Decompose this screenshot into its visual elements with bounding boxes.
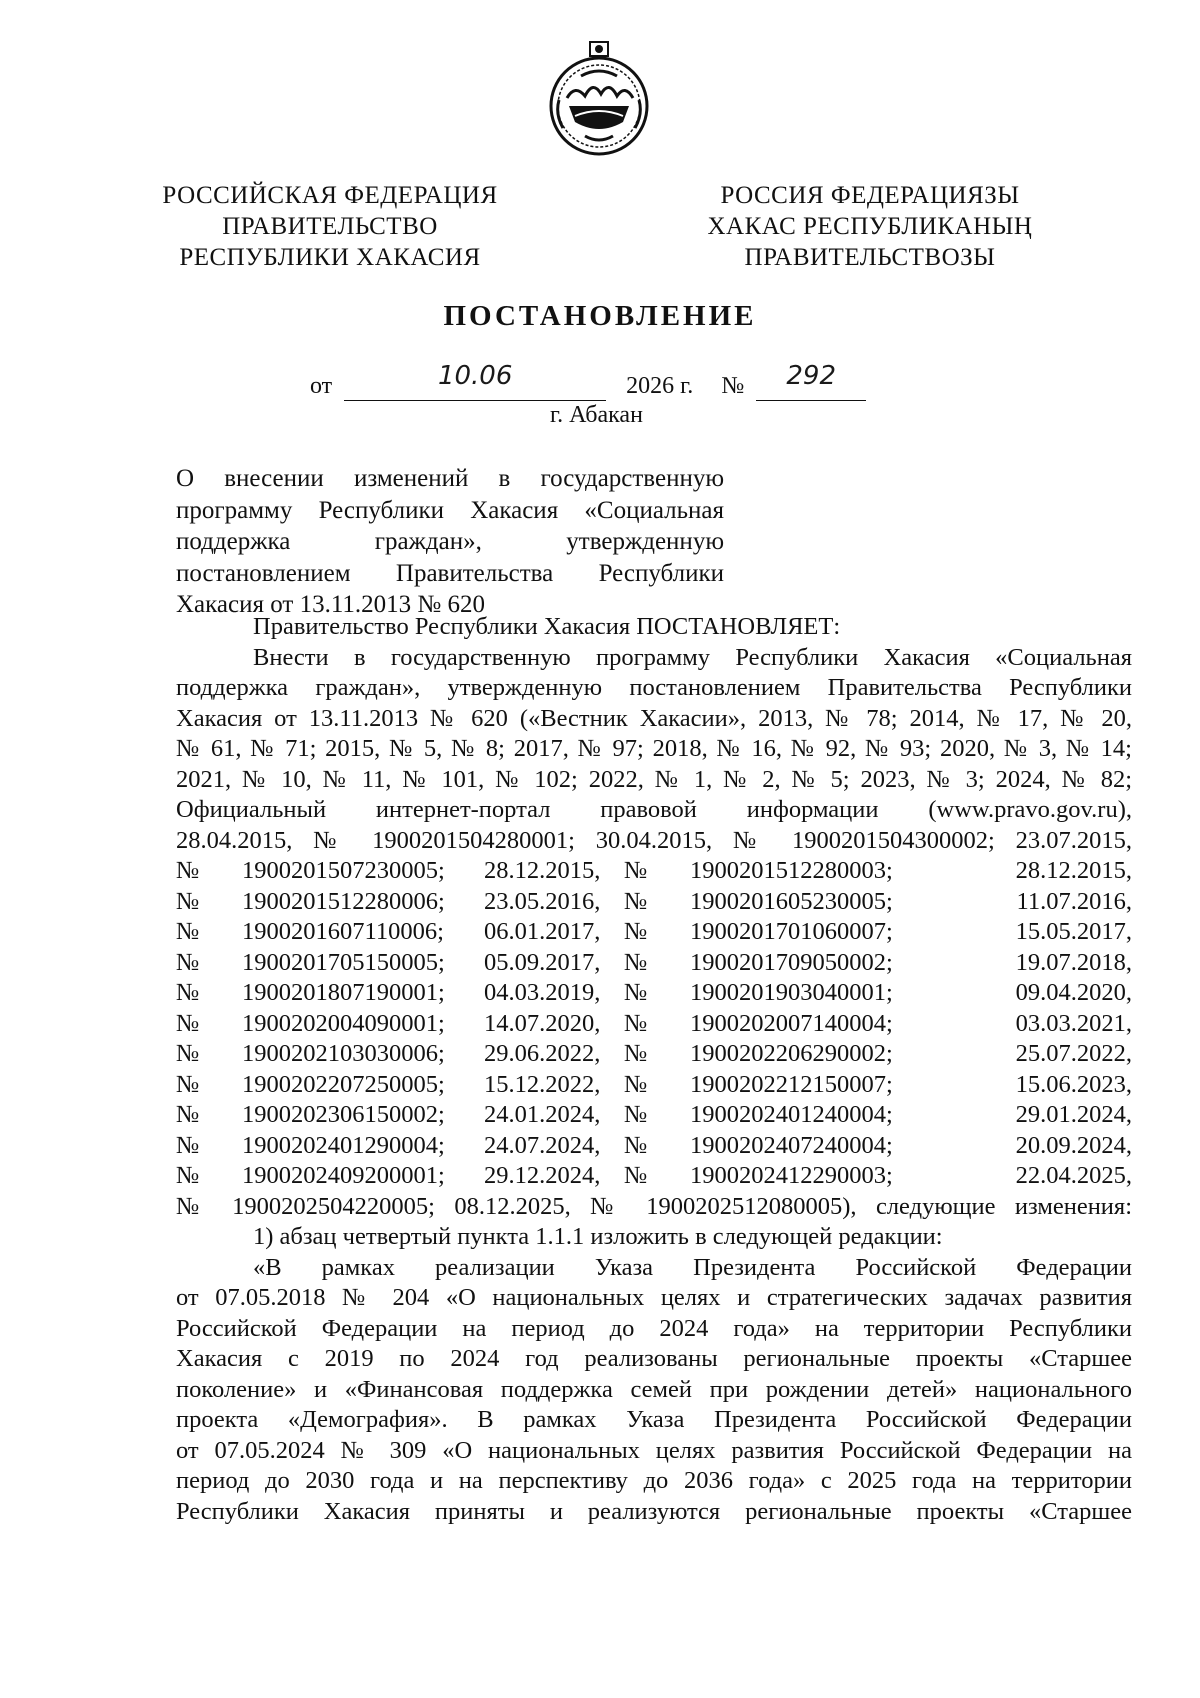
row-reg-number: 1900202401240004; xyxy=(690,1101,893,1128)
preamble: Правительство Республики Хакасия ПОСТАНОВЛЯЕТ: xyxy=(253,613,841,640)
row-number-sign: № xyxy=(624,1040,648,1067)
table-row xyxy=(176,887,1132,918)
row-date: 15.06.2023, xyxy=(1015,1070,1132,1098)
header-left-block xyxy=(150,180,510,273)
row-number-sign: № xyxy=(176,1009,200,1037)
table-row xyxy=(176,1039,1132,1070)
row-number-sign: № xyxy=(176,857,200,884)
row-date: 20.09.2024, xyxy=(1015,1131,1132,1159)
row-reg-number: 1900201605230005; xyxy=(690,887,893,915)
item-1: 1) абзац четвертый пункта 1.1.1 изложить в следующей редакции: xyxy=(253,1223,943,1250)
handwritten-number: 292 xyxy=(786,361,837,391)
date-number-line xyxy=(310,361,866,401)
row-date: 22.04.2025, xyxy=(1015,1162,1132,1189)
table-row xyxy=(176,917,1132,948)
row-date: 25.07.2022, xyxy=(1015,1040,1132,1067)
row-number-sign: № xyxy=(176,979,200,1006)
intro-line: Официальный интернет-портал правовой информации (www.pravo.gov.ru), xyxy=(176,796,1132,823)
table-row xyxy=(176,856,1132,887)
row-number-sign: № xyxy=(176,1101,200,1128)
intro-line: Хакасия от 13.11.2013 № 620 («Вестник Хакасии», 2013, № 78; 2014, № 17, № 20, xyxy=(176,704,1132,732)
row-date: 11.07.2016, xyxy=(1016,887,1132,915)
intro-line: № 61, № 71; 2015, № 5, № 8; 2017, № 97; 2018, № 16, № 92, № 93; 2020, № 3, № 14; xyxy=(176,735,1132,762)
closing-line: № 1900202504220005; 08.12.2025, № 1900202512080005), следующие изменения: xyxy=(176,1192,1132,1220)
row-reg-number: 1900202206290002; xyxy=(690,1040,893,1067)
quote-line: от 07.05.2024 № 309 «О национальных целях развития Российской Федерации на xyxy=(176,1436,1132,1464)
registration-numbers-table xyxy=(176,856,1132,1192)
subject-line: постановлением Правительства Республики xyxy=(176,559,724,587)
row-number-sign: № xyxy=(624,1101,648,1128)
table-row xyxy=(176,948,1132,979)
body-text-top xyxy=(176,612,1132,856)
coat-of-arms-emblem xyxy=(545,40,653,158)
header-right-block xyxy=(680,180,1060,273)
row-reg-number: 1900201705150005; xyxy=(242,948,445,976)
header-left-line: ПРАВИТЕЛЬСТВО xyxy=(222,213,438,240)
date-field xyxy=(344,361,606,401)
row-reg-number: 1900202207250005; xyxy=(242,1070,445,1098)
row-number-sign: № xyxy=(176,1162,200,1189)
row-reg-number: 1900201701060007; xyxy=(690,918,893,945)
row-number-sign: № xyxy=(624,887,648,915)
row-reg-number: 1900202409200001; xyxy=(242,1162,445,1189)
row-number-sign: № xyxy=(176,918,200,945)
handwritten-date: 10.06 xyxy=(437,361,513,391)
header-right-line: РОССИЯ ФЕДЕРАЦИЯЗЫ xyxy=(720,182,1020,209)
row-number-sign: № xyxy=(176,1131,200,1159)
row-date: 04.03.2019, xyxy=(484,979,601,1006)
header-right-line: ПРАВИТЕЛЬСТВОЗЫ xyxy=(744,244,996,271)
number-sign: № xyxy=(721,373,745,399)
header-right-line: ХАКАС РЕСПУБЛИКАНЫҢ xyxy=(707,213,1033,240)
row-date: 29.12.2024, xyxy=(484,1162,601,1189)
row-date: 29.06.2022, xyxy=(484,1040,601,1067)
row-reg-number: 1900202103030006; xyxy=(242,1040,445,1067)
row-number-sign: № xyxy=(624,918,648,945)
row-number-sign: № xyxy=(624,1070,648,1098)
subject-line: Хакасия от 13.11.2013 № 620 xyxy=(176,591,486,618)
table-row xyxy=(176,1100,1132,1131)
row-number-sign: № xyxy=(624,979,648,1006)
intro-line: 2021, № 10, № 11, № 101, № 102; 2022, № 1, № 2, № 5; 2023, № 3; 2024, № 82; xyxy=(176,765,1132,793)
row-reg-number: 1900201607110006; xyxy=(242,918,444,945)
table-row xyxy=(176,1161,1132,1192)
quote-line: «В рамках реализации Указа Президента Российской Федерации xyxy=(253,1253,1132,1281)
table-row xyxy=(176,1009,1132,1040)
row-number-sign: № xyxy=(624,1009,648,1037)
row-date: 28.12.2015, xyxy=(1015,857,1132,884)
quote-line: Республики Хакасия приняты и реализуются региональные проекты «Старшее xyxy=(176,1497,1132,1525)
row-date: 06.01.2017, xyxy=(484,918,601,945)
header-left-line: РЕСПУБЛИКИ ХАКАСИЯ xyxy=(179,244,481,271)
row-reg-number: 1900202007140004; xyxy=(690,1009,893,1037)
row-reg-number: 1900202212150007; xyxy=(690,1070,893,1098)
table-row xyxy=(176,1070,1132,1101)
quote-line: проекта «Демография». В рамках Указа Президента Российской Федерации xyxy=(176,1406,1132,1433)
table-row xyxy=(176,978,1132,1009)
quote-line: период до 2030 года и на перспективу до 2036 года» с 2025 года на территории xyxy=(176,1467,1132,1494)
row-reg-number: 1900201512280006; xyxy=(242,887,445,915)
intro-line: Внести в государственную программу Республики Хакасия «Социальная xyxy=(253,643,1132,671)
row-reg-number: 1900202004090001; xyxy=(242,1009,445,1037)
quote-line: Хакасия с 2019 по 2024 год реализованы региональные проекты «Старшее xyxy=(176,1345,1132,1372)
row-number-sign: № xyxy=(176,887,200,915)
row-reg-number: 1900201709050002; xyxy=(690,948,893,976)
row-number-sign: № xyxy=(624,1162,648,1189)
document-title: ПОСТАНОВЛЕНИЕ xyxy=(443,300,757,332)
year-label: 2026 г. xyxy=(626,373,694,399)
row-date: 29.01.2024, xyxy=(1015,1101,1132,1128)
row-reg-number: 1900202412290003; xyxy=(690,1162,893,1189)
row-date: 24.01.2024, xyxy=(484,1101,601,1128)
body-text-bottom xyxy=(176,1192,1132,1528)
row-date: 23.05.2016, xyxy=(484,887,601,915)
row-reg-number: 1900202401290004; xyxy=(242,1131,445,1159)
row-number-sign: № xyxy=(624,857,648,884)
subject-block xyxy=(176,463,724,621)
date-prefix: от xyxy=(310,373,333,399)
row-date: 05.09.2017, xyxy=(484,948,601,976)
row-date: 28.12.2015, xyxy=(484,857,601,884)
header-left-line: РОССИЙСКАЯ ФЕДЕРАЦИЯ xyxy=(162,182,498,209)
number-field xyxy=(756,361,866,401)
subject-line: программу Республики Хакасия «Социальная xyxy=(176,496,724,524)
row-date: 24.07.2024, xyxy=(484,1131,601,1159)
intro-line: поддержка граждан», утвержденную постановлением Правительства Республики xyxy=(176,674,1132,701)
quote-line: от 07.05.2018 № 204 «О национальных целях и стратегических задачах развития xyxy=(176,1284,1132,1311)
row-number-sign: № xyxy=(176,1070,200,1098)
row-number-sign: № xyxy=(176,1040,200,1067)
row-date: 09.04.2020, xyxy=(1015,979,1132,1006)
row-date: 19.07.2018, xyxy=(1015,948,1132,976)
row-number-sign: № xyxy=(176,948,200,976)
subject-line: О внесении изменений в государственную xyxy=(176,465,724,492)
row-reg-number: 1900202306150002; xyxy=(242,1101,445,1128)
city-label: г. Абакан xyxy=(550,402,643,428)
row-reg-number: 1900202407240004; xyxy=(690,1131,893,1159)
row-reg-number: 1900201903040001; xyxy=(690,979,893,1006)
table-row xyxy=(176,1131,1132,1162)
row-date: 14.07.2020, xyxy=(484,1009,601,1037)
row-number-sign: № xyxy=(624,1131,648,1159)
quote-line: поколение» и «Финансовая поддержка семей при рождении детей» национального xyxy=(176,1375,1132,1403)
row-reg-number: 1900201807190001; xyxy=(242,979,445,1006)
quote-line: Российской Федерации на период до 2024 года» на территории Республики xyxy=(176,1314,1132,1342)
row-date: 15.05.2017, xyxy=(1015,918,1132,945)
row-reg-number: 1900201507230005; xyxy=(242,857,445,884)
intro-line: 28.04.2015, № 1900201504280001; 30.04.2015, № 1900201504300002; 23.07.2015, xyxy=(176,826,1132,854)
row-reg-number: 1900201512280003; xyxy=(690,857,893,884)
row-date: 15.12.2022, xyxy=(484,1070,601,1098)
row-number-sign: № xyxy=(624,948,648,976)
row-date: 03.03.2021, xyxy=(1015,1009,1132,1037)
subject-line: поддержка граждан», утвержденную xyxy=(176,528,724,555)
